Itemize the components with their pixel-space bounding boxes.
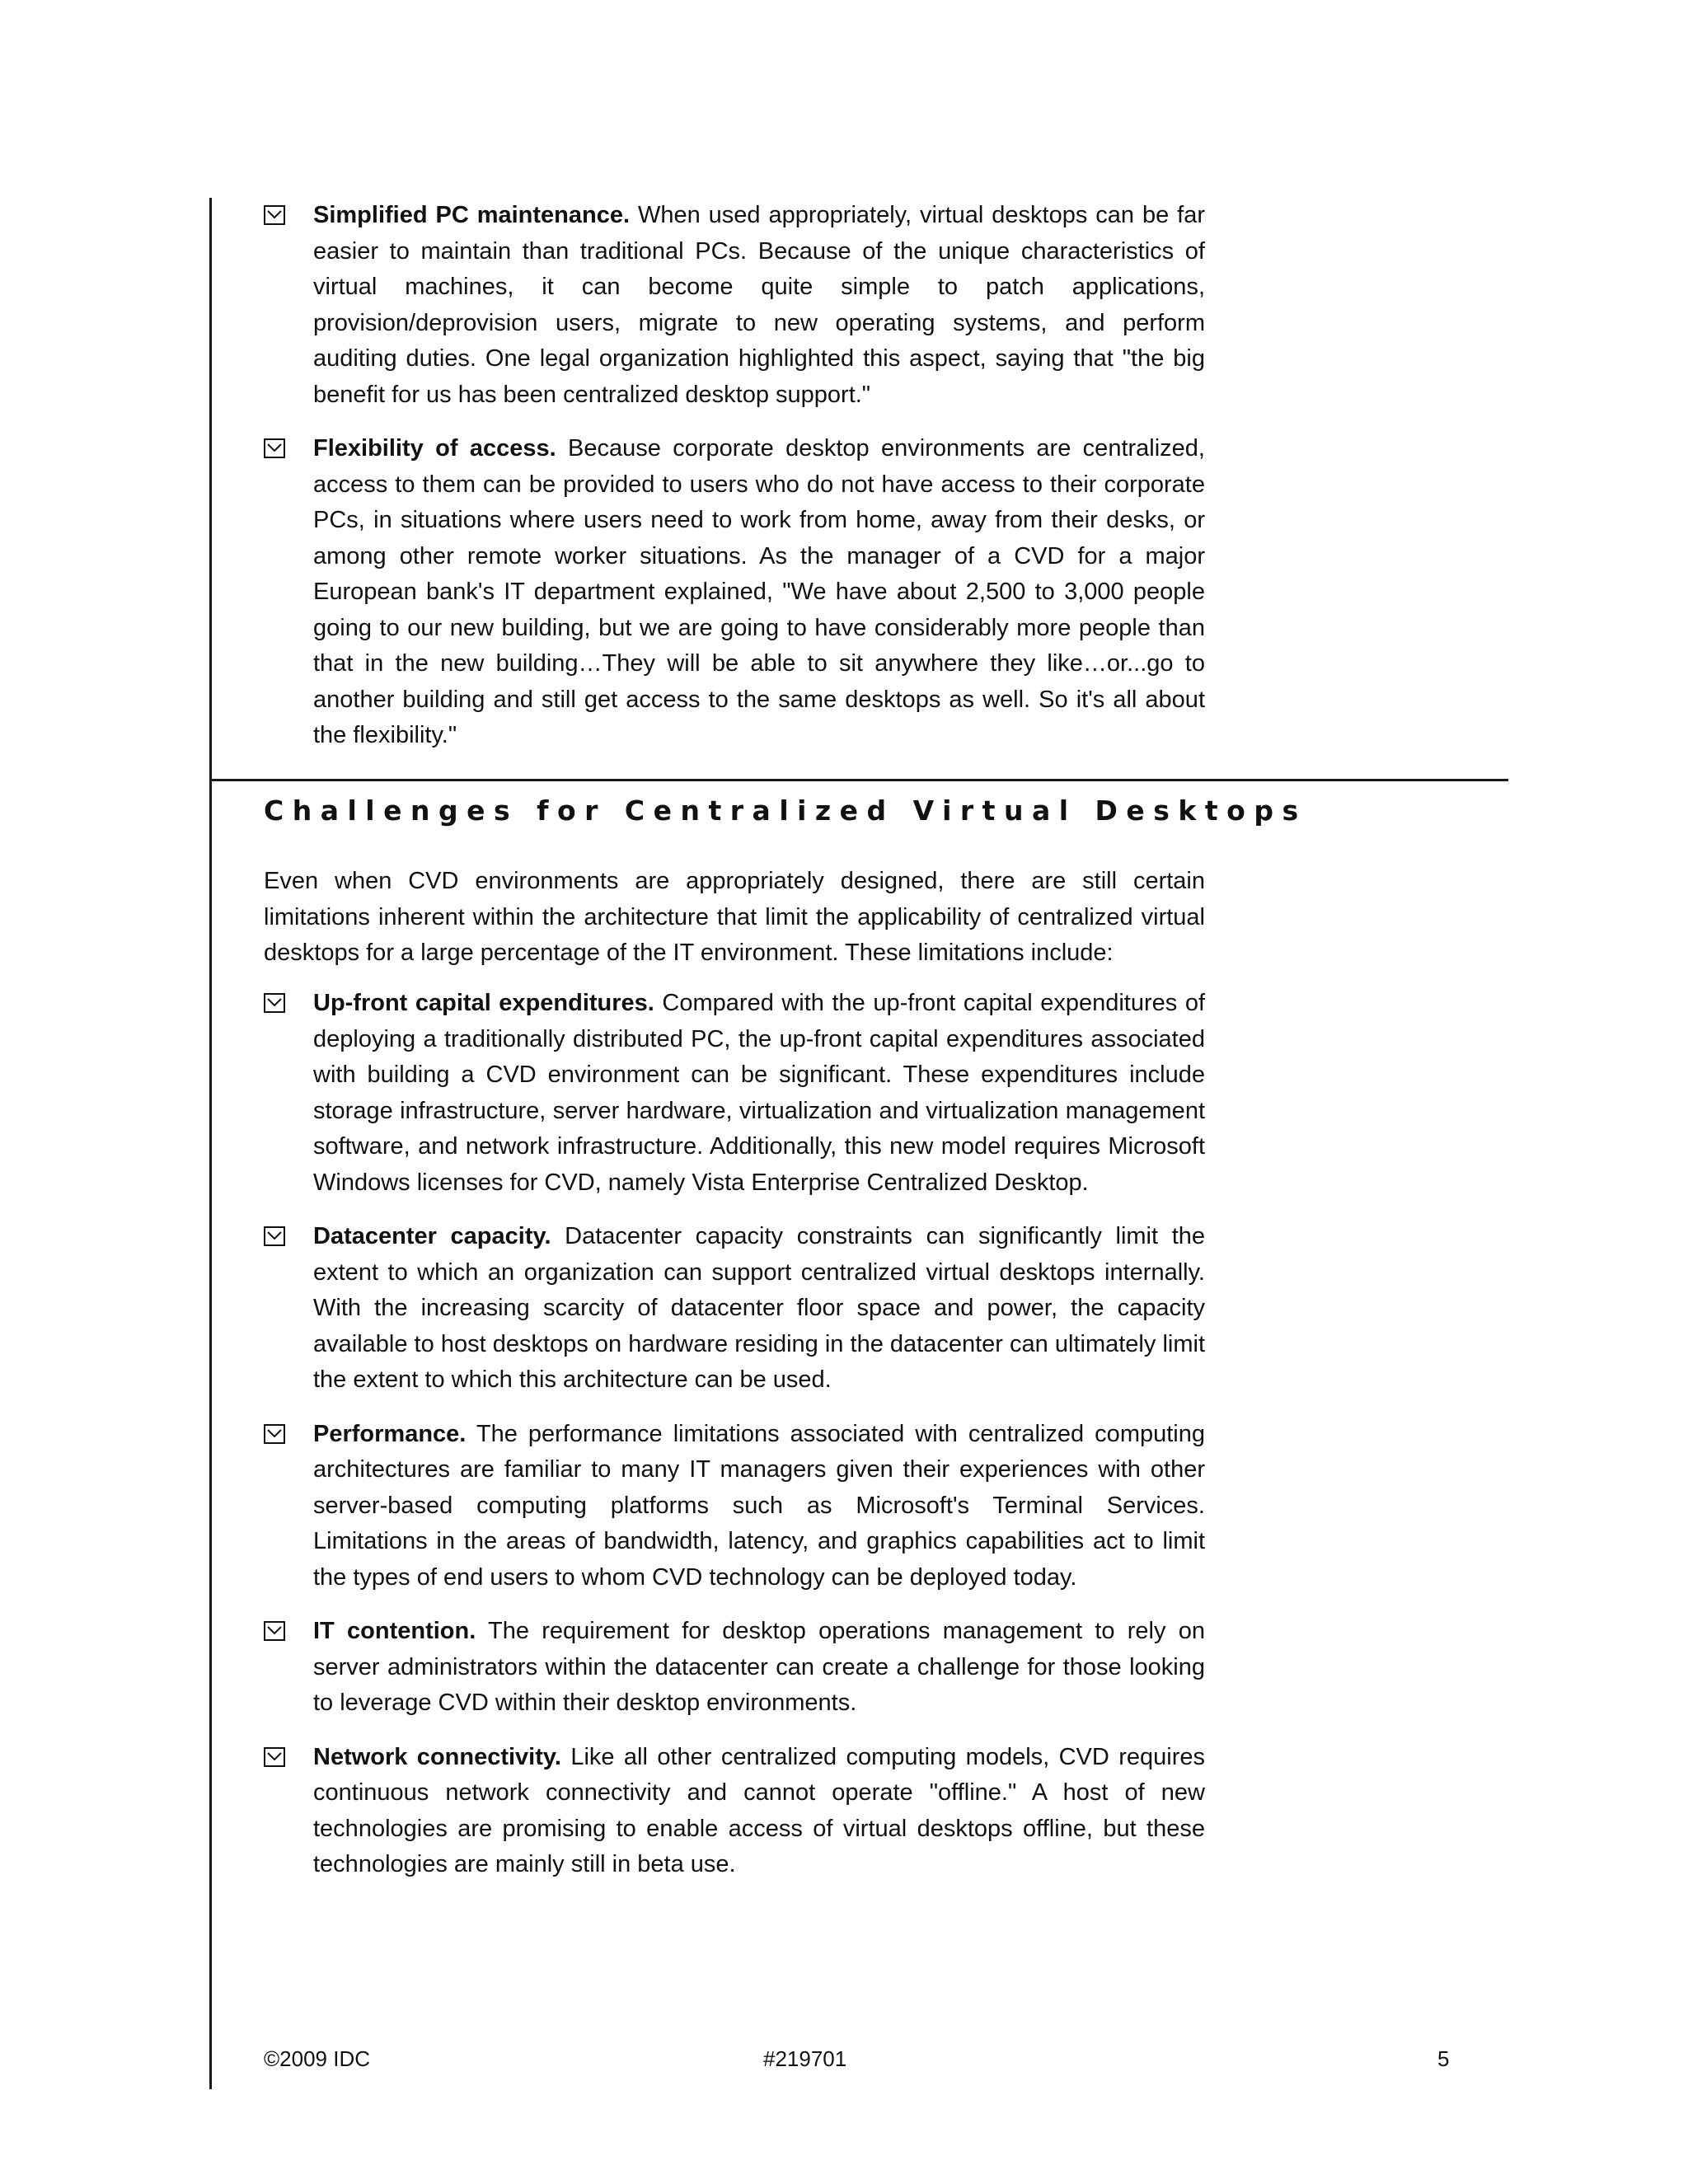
footer-copyright: ©2009 IDC	[264, 2046, 370, 2071]
section-intro-paragraph: Even when CVD environments are appropriately designed, there are still certain limitations inherent within the architecture that limit the applicability of centralized virtual desktops for a large percentage of the IT environment. These limitations include:	[264, 868, 1205, 966]
bullet-body: Like all other centralized computing models, CVD requires continuous network connectivity and cannot operate "offline." A host of new technologies are promising to enable access of virtual desktops offline, but these technologies are mainly still in beta use.	[313, 1743, 1205, 1877]
checkbox-bullet-icon	[264, 1621, 285, 1641]
section-heading: Challenges for Centralized Virtual Desktops	[264, 794, 1307, 827]
section-divider-rule	[209, 779, 1508, 781]
bullet-body: Compared with the up-front capital expenditures of deploying a traditionally distributed PC, the up-front capital expenditures associated with building a CVD environment can be significant. These expenditures include storage infrastructure, server hardware, virtualization and virtualization management software, and network infrastructure. Additionally, this new model requires Microsoft Windows licenses for CVD, namely Vista Enterprise Centralized Desktop.	[313, 990, 1205, 1196]
bullet-heading: Simplified PC maintenance.	[313, 202, 631, 228]
list-item	[264, 1417, 1205, 1596]
bullet-body: The requirement for desktop operations management to rely on server administrators within the datacenter can create a challenge for those looking to leverage CVD within their desktop environments.	[313, 1618, 1205, 1716]
footer-document-number: #219701	[763, 2046, 847, 2071]
list-item	[264, 1219, 1205, 1399]
challenges-bullet-list	[264, 986, 1205, 1901]
bullet-body: Datacenter capacity constraints can significantly limit the extent to which an organization can support centralized virtual desktops internally. With the increasing scarcity of datacenter floor space and power, the capacity available to host desktops on hardware residing in the datacenter can ultimately limit the extent to which this architecture can be used.	[313, 1223, 1206, 1393]
list-item	[264, 1614, 1205, 1722]
list-item	[264, 431, 1205, 754]
checkbox-bullet-icon	[264, 1226, 285, 1246]
bullet-body: Because corporate desktop environments are centralized, access to them can be provided to users who do not have access to their corporate PCs, in situations where users need to work from home, away from their desks, or among other remote worker situations. As the manager of a CVD for a major European bank's IT department explained, "We have about 2,500 to 3,000 people going to our new building, but we are going to have considerably more people than that in the new building…They will be able to sit anywhere they like…or...go to another building and still get access to the same desktops as well. So it's all about the flexibility."	[313, 435, 1205, 748]
bullet-heading: Up-front capital expenditures.	[313, 990, 654, 1016]
bullet-heading: Datacenter capacity.	[313, 1223, 551, 1249]
list-item	[264, 986, 1205, 1201]
bullet-body: When used appropriately, virtual desktops can be far easier to maintain than traditional PCs. Because of the unique characteristics of virtual machines, it can become quite simple to patch applications, provision/deprovision users, migrate to new operating systems, and perform auditing duties. One legal organization highlighted this aspect, saying that "the big benefit for us has been centralized desktop support."	[313, 202, 1205, 408]
list-item	[264, 198, 1205, 413]
checkbox-bullet-icon	[264, 205, 285, 225]
list-item	[264, 1740, 1205, 1883]
bullet-heading: Flexibility of access.	[313, 435, 556, 462]
left-margin-rule	[209, 198, 212, 2089]
bullet-heading: Performance.	[313, 1420, 467, 1447]
bullet-heading: Network connectivity.	[313, 1743, 561, 1770]
benefits-bullet-list	[264, 198, 1205, 772]
footer-page-number: 5	[1437, 2046, 1450, 2071]
bullet-body: The performance limitations associated with centralized computing architectures are familiar to many IT managers given their experiences with other server-based computing platforms such as Microsoft's Terminal Services. Limitations in the areas of bandwidth, latency, and graphics capabilities act to limit the types of end users to whom CVD technology can be deployed today.	[313, 1420, 1205, 1591]
checkbox-bullet-icon	[264, 1747, 285, 1767]
checkbox-bullet-icon	[264, 438, 285, 458]
checkbox-bullet-icon	[264, 1424, 285, 1444]
checkbox-bullet-icon	[264, 993, 285, 1013]
bullet-heading: IT contention.	[313, 1618, 476, 1644]
